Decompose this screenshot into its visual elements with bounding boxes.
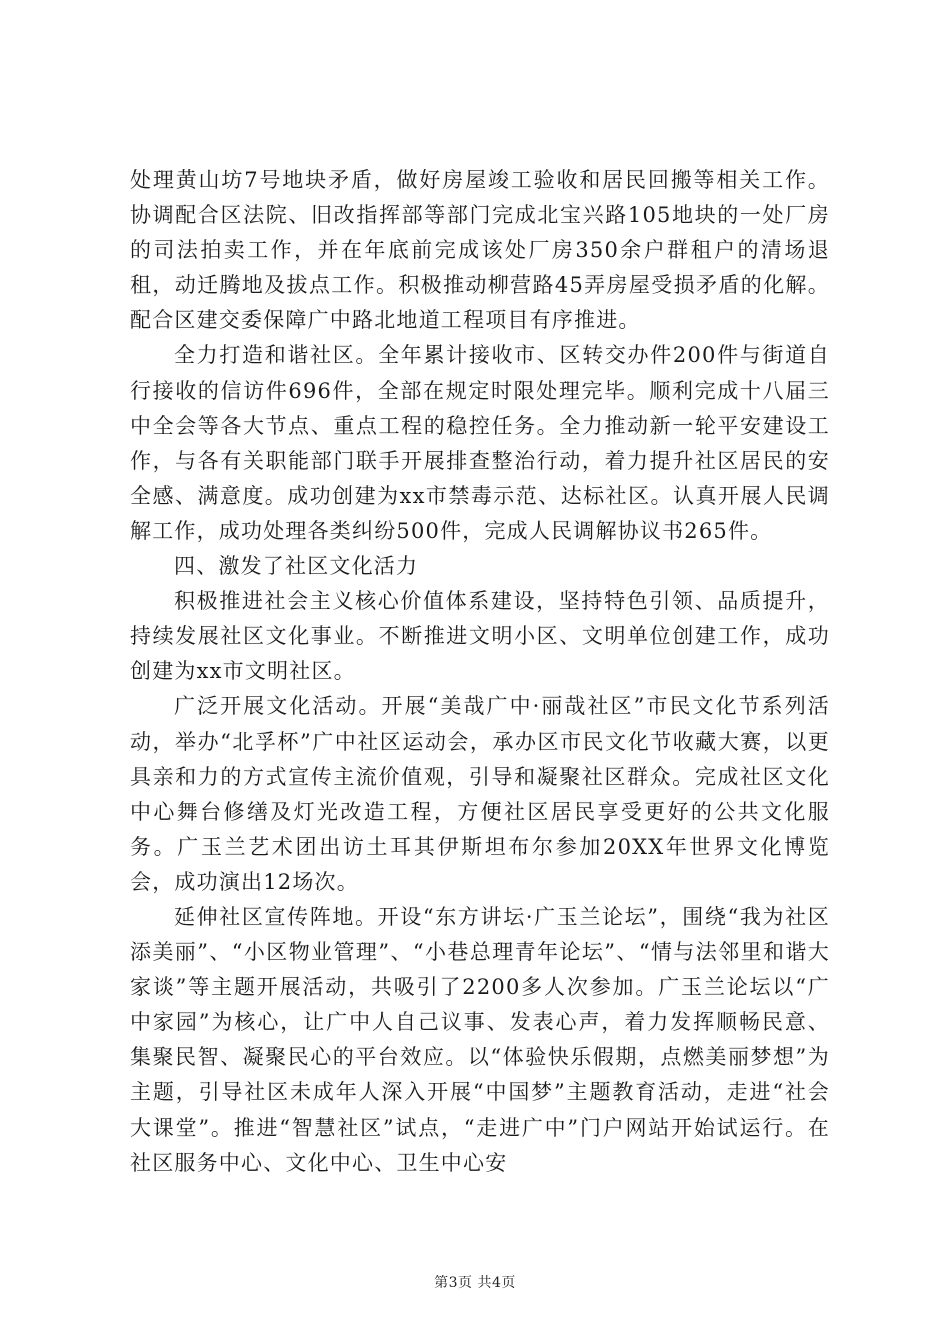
paragraph-2: 全力打造和谐社区。全年累计接收市、区转交办件200件与街道自行接收的信访件696件，全部在规定时限处理完毕。顺利完成十八届三中全会等各大节点、重点工程的稳控任务。全力推动新一轮平安建设工作，与各有关职能部门联手开展排查整治行动，着力提升社区居民的安全感、满意度。成功创建为xx市禁毒示范、达标社区。认真开展人民调解工作，成功处理各类纠纷500件，完成人民调解协议书265件。	[130, 343, 830, 543]
paragraph-5: 延伸社区宣传阵地。开设“东方讲坛·广玉兰论坛”，围绕“我为社区添美丽”、“小区物业管理”、“小巷总理青年论坛”、“情与法邻里和谐大家谈”等主题开展活动，共吸引了2200多人次参加。广玉兰论坛以“广中家园”为核心，让广中人自己议事、发表心声，着力发挥顺畅民意、集聚民智、凝聚民心的平台效应。以“体验快乐假期，点燃美丽梦想”为主题，引导社区未成年人深入开展“中国梦”主题教育活动，走进“社会大课堂”。推进“智慧社区”试点，“走进广中”门户网站开始试运行。在社区服务中心、文化中心、卫生中心安	[130, 904, 830, 1175]
section-heading: 四、激发了社区文化活力	[174, 554, 419, 579]
paragraph-1: 处理黄山坊7号地块矛盾，做好房屋竣工验收和居民回搬等相关工作。协调配合区法院、旧改指挥部等部门完成北宝兴路105地块的一处厂房的司法拍卖工作，并在年底前完成该处厂房350余户群租户的清场退租，动迁腾地及拔点工作。积极推动柳营路45弄房屋受损矛盾的化解。配合区建交委保障广中路北地道工程项目有序推进。	[130, 168, 830, 333]
paragraph-4: 广泛开展文化活动。开展“美哉广中·丽哉社区”市民文化节系列活动，举办“北孚杯”广中社区运动会，承办区市民文化节收藏大赛，以更具亲和力的方式宣传主流价值观，引导和凝聚社区群众。完成社区文化中心舞台修缮及灯光改造工程，方便社区居民享受更好的公共文化服务。广玉兰艺术团出访土耳其伊斯坦布尔参加20XX年世界文化博览会，成功演出12场次。	[130, 694, 830, 894]
paragraph-3: 积极推进社会主义核心价值体系建设，坚持特色引领、品质提升，持续发展社区文化事业。不断推进文明小区、文明单位创建工作，成功创建为xx市文明社区。	[130, 589, 830, 684]
page-footer: 第3页 共4页	[434, 1275, 516, 1291]
document-body	[130, 163, 830, 1181]
